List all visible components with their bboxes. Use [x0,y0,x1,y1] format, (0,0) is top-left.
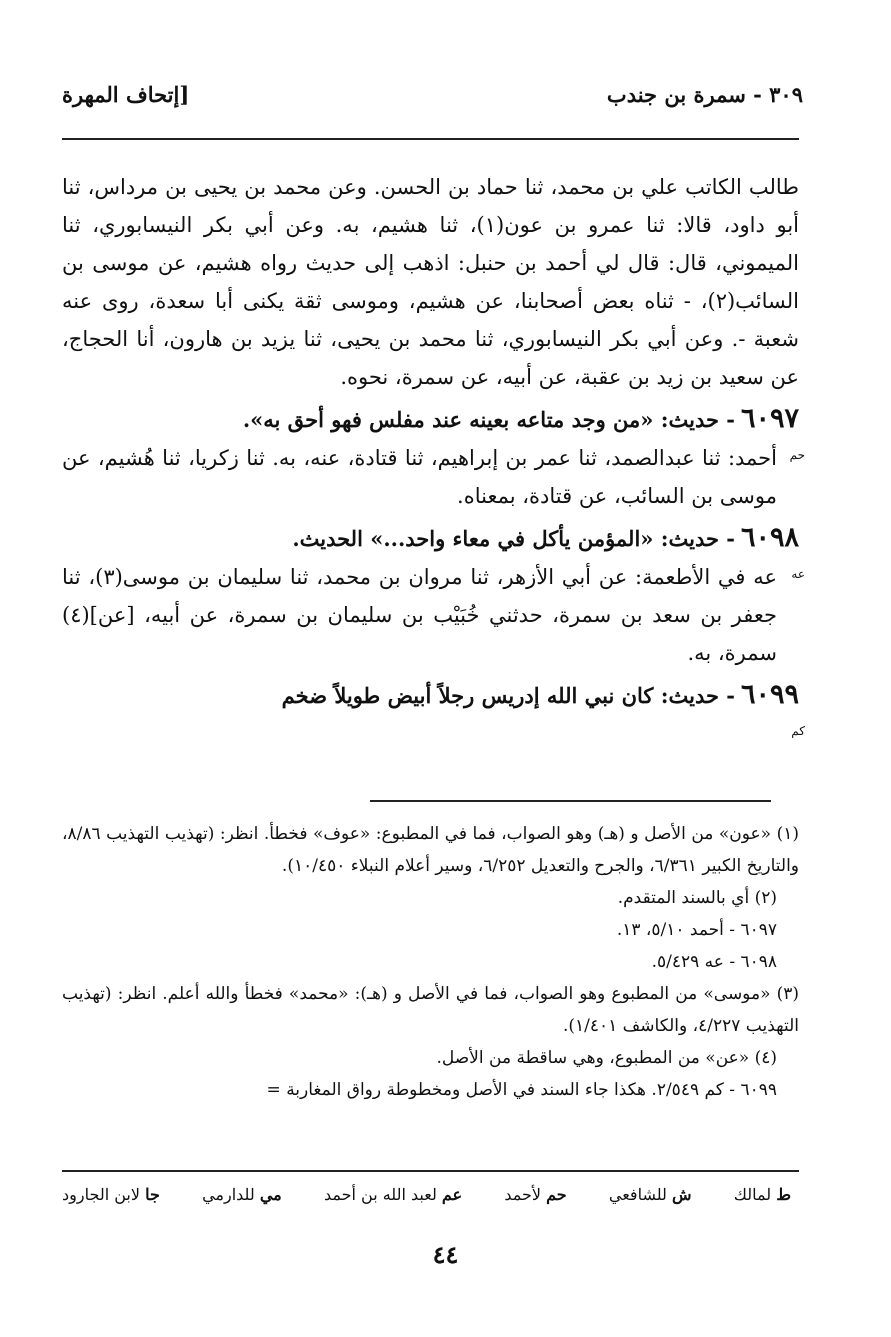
paragraph: طالب الكاتب علي بن محمد، ثنا حماد بن الحسن. وعن محمد بن يحيى بن مرداس، ثنا أبو داود، قالا: ثنا عمرو بن عون(١)، ثنا هشيم، به. وعن أبي بكر النيسابوري، ثنا الميموني، قال: قال لي أحمد بن حنبل: اذهب إلى حديث رواه هشيم، عن موسى بن السائب(٢)، - ثناه بعض أصحابنا، عن هشيم، وموسى ثقة يكنى أبا سعدة، روى عنه شعبة -. وعن أبي بكر النيسابوري، ثنا محمد بن يحيى، ثنا يزيد بن هارون، أنا الحجاج، عن سعيد بن زيد بن عقبة، عن أبيه، عن سمرة، نحوه. [62,175,800,389]
hadith-text: - حديث: كان نبي الله إدريس رجلاً أبيض طويلاً ضخم [281,683,735,708]
book-title: [إتحاف المهرة [62,82,190,107]
hadith-6099 [62,676,805,738]
paragraph: عه في الأطعمة: عن أبي الأزهر، ثنا مروان بن محمد، ثنا سليمان بن موسى(٣)، ثنا جعفر بن سعد بن سمرة، حدثني خُبَيْب بن سليمان بن سمرة، عن أبيه، [عن](٤) سمرة، به. [62,565,777,665]
hadith-number: ٦٠٩٧ [740,403,799,434]
source-reference: ٦٠٩٨ - عه ٥/٤٢٩. [651,952,777,972]
source-reference: ٦٠٩٧ - أحمد ٥/١٠، ١٣. [616,920,777,940]
running-header [62,82,803,118]
source-siglum: حم [789,448,805,462]
footnote: (٤) «عن» من المطبوع، وهي ساقطة من الأصل. [436,1048,777,1068]
abbreviation-item: حم لأحمد [504,1185,567,1204]
header-rule [62,138,799,140]
abbreviations-key [62,1185,791,1215]
hadith-number: ٦٠٩٨ [740,522,799,553]
footnote: (٣) «موسى» من المطبوع وهو الصواب، فما في الأصل و (هـ): «محمد» فخطأ والله أعلم. انظر: (تهذيب التهذيب ٤/٢٢٧، والكاشف ١/٤٠١). [62,984,799,1036]
chapter-title: ٣٠٩ - سمرة بن جندب [606,82,803,107]
source-siglum: كم [791,724,805,738]
paragraph: أحمد: ثنا عبدالصمد، ثنا عمر بن إبراهيم، ثنا قتادة، عنه، به. ثنا زكريا، ثنا هُشيم، عن موسى بن السائب، عن قتادة، بمعناه. [62,446,777,508]
hadith-text: - حديث: «من وجد متاعه بعينه عند مفلس فهو أحق به». [242,407,735,432]
footnotes [62,818,799,1106]
abbreviation-item: ط لمالك [733,1185,791,1204]
hadith-6098 [62,519,805,581]
hadith-text: - حديث: «المؤمن يأكل في معاء واحد...» الحديث. [292,526,735,551]
page-number: ٤٤ [432,1240,459,1269]
source-reference: ٦٠٩٩ - كم ٢/٥٤٩. هكذا جاء السند في الأصل ومخطوطة رواق المغاربة = [266,1080,777,1100]
footnote-rule [370,800,771,802]
hadith-number: ٦٠٩٩ [740,679,799,710]
abbreviation-item: مي للدارمي [202,1185,282,1204]
abbreviation-item: عم لعبد الله بن أحمد [323,1185,463,1204]
footnote: (٢) أي بالسند المتقدم. [617,888,777,908]
hadith-6097 [62,400,805,462]
abbreviation-item: ش للشافعي [608,1185,692,1204]
main-text [62,168,805,738]
footnote: (١) «عون» من الأصل و (هـ) وهو الصواب، فما في المطبوع: «عوف» فخطأ. انظر: (تهذيب التهذيب ٨/٨٦، والتاريخ الكبير ٦/٣٦١، والجرح والتعديل ٦/٢٥٢، وسير أعلام النبلاء ١٠/٤٥٠). [62,824,799,876]
abbreviations-rule [62,1170,799,1172]
source-siglum: عه [791,567,805,581]
abbreviation-item: جا لابن الجارود [62,1185,160,1204]
